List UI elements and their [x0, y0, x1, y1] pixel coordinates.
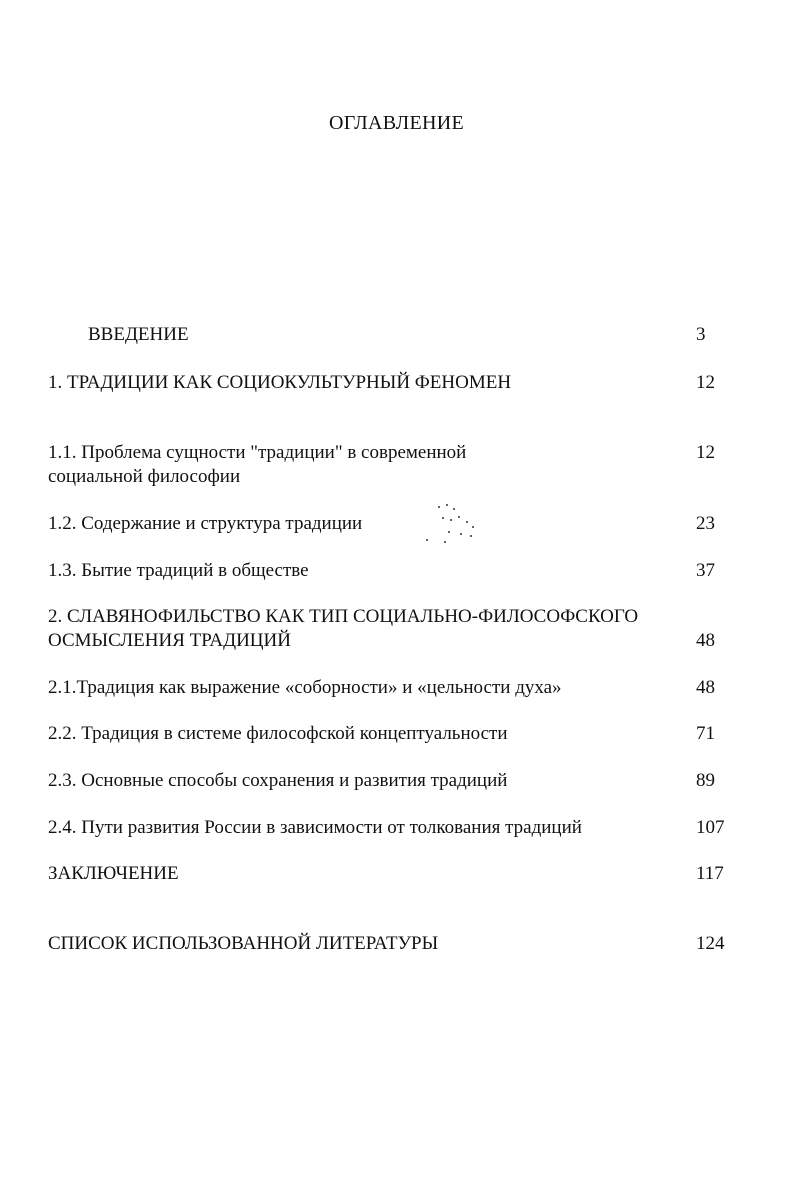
toc-entry-section-2-3: 2.3. Основные способы сохранения и развития традиций — [48, 770, 508, 791]
toc-page-number: 124 — [696, 933, 725, 954]
toc-entry-chapter-2-line2: ОСМЫСЛЕНИЯ ТРАДИЦИЙ — [48, 630, 291, 651]
toc-page-number: 89 — [696, 770, 715, 791]
toc-entry-conclusion: ЗАКЛЮЧЕНИЕ — [48, 863, 179, 884]
toc-page-number: 48 — [696, 630, 715, 651]
toc-page-number: 71 — [696, 723, 715, 744]
toc-entry-introduction: ВВЕДЕНИЕ — [88, 324, 189, 345]
toc-entry-section-1-2: 1.2. Содержание и структура традиции — [48, 513, 363, 534]
toc-page-number: 117 — [696, 863, 724, 884]
toc-page-number: 48 — [696, 677, 715, 698]
toc-page-number: 12 — [696, 372, 715, 393]
page-title: ОГЛАВЛЕНИЕ — [329, 112, 464, 134]
toc-entry-chapter-2-line1: 2. СЛАВЯНОФИЛЬСТВО КАК ТИП СОЦИАЛЬНО-ФИЛОСОФСКОГО — [48, 606, 639, 627]
toc-page-number: 3 — [696, 324, 706, 345]
toc-entry-section-2-1: 2.1.Традиция как выражение «соборности» и «цельности духа» — [48, 677, 562, 698]
toc-entry-section-1-3: 1.3. Бытие традиций в обществе — [48, 560, 309, 581]
toc-entry-chapter-1: 1. ТРАДИЦИИ КАК СОЦИОКУЛЬТУРНЫЙ ФЕНОМЕН — [48, 372, 512, 393]
toc-entry-section-2-4: 2.4. Пути развития России в зависимости от толкования традиций — [48, 817, 582, 838]
toc-page-number: 12 — [696, 442, 715, 463]
toc-page-number: 23 — [696, 513, 715, 534]
toc-entry-section-1-1-line2: социальной философии — [48, 466, 241, 487]
scan-noise — [420, 500, 490, 550]
toc-entry-section-1-1-line1: 1.1. Проблема сущности "традиции" в современной — [48, 442, 467, 463]
toc-entry-bibliography: СПИСОК ИСПОЛЬЗОВАННОЙ ЛИТЕРАТУРЫ — [48, 933, 439, 954]
toc-page-number: 107 — [696, 817, 725, 838]
toc-entry-section-2-2: 2.2. Традиция в системе философской концептуальности — [48, 723, 508, 744]
toc-page-number: 37 — [696, 560, 715, 581]
